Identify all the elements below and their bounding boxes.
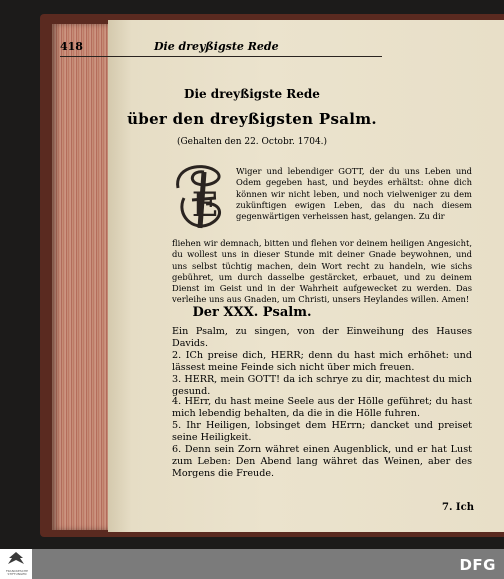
sermon-title: Die dreyßigste Rede [184, 87, 320, 101]
psalm-heading: Der XXX. Psalm. [192, 305, 312, 320]
eagle-icon [0, 549, 32, 569]
page-number: 418 [60, 40, 83, 53]
sermon-subtitle: über den dreyßigsten Psalm. [127, 110, 377, 128]
institution-logo[interactable] [0, 549, 32, 579]
psalm-verse: 3. HERR, mein GOTT! da ich schrye zu dir, machtest du mich gesund. [172, 374, 472, 397]
psalm-verse: 6. Denn sein Zorn währet einen Augenblick, und er hat Lust zum Leben: Den Abend lang währet das Weinen, aber des Morgens die Freude. [172, 444, 472, 479]
catchword: 7. Ich [442, 502, 474, 513]
psalm-verse: 2. ICh preise dich, HERR; denn du hast mich erhöhet: und lässest meine Feinde sich nicht über mich freuen. [172, 350, 472, 373]
psalm-verse: 4. HErr, du hast meine Seele aus der Hölle geführet; du hast mich lebendig behalten, da die in die Hölle fuhren. [172, 396, 472, 419]
sermon-dateline: (Gehalten den 22. Octobr. 1704.) [176, 137, 328, 147]
viewer-footer [0, 549, 504, 579]
psalm-verse: Ein Psalm, zu singen, von der Einweihung des Hauses Davids. [172, 326, 472, 349]
prayer-paragraph-top: Wiger und lebendiger GOTT, der du uns Leben und Odem gegeben hast, und beydes erhältst: ohne dich können wir nicht leben, und noch vielweniger zu dem zukünftigen ewigen Leben, das du nach diesem gegenwärtigen verheissen hast, gelangen. Zu dir [236, 166, 472, 222]
initial-letter: E [192, 185, 218, 225]
prayer-paragraph-bottom: fliehen wir demnach, bitten und flehen vor deinem heiligen Angesicht, du wollest uns in dieser Stunde mit deiner Gnade beywohnen, und uns selbst tüchtig machen, dein Wort recht zu handeln, wie sichs gebühret, um durch dasselbe gestärcket, erbauet, und zu deinem Dienst im Geist und in der Wahrheit aufgewecket zu werden. Das verleihe uns aus Gnaden, um Christi, unsers Heylandes willen. Amen! [172, 238, 472, 305]
dfg-logo[interactable]: DFG [459, 556, 496, 574]
psalm-verse: 5. Ihr Heiligen, lobsinget dem HErrn; dancket und preiset seine Heiligkeit. [172, 420, 472, 443]
decorated-initial [170, 158, 234, 236]
running-head: Die dreyßigste Rede [154, 40, 279, 53]
page-header [60, 40, 382, 57]
logo-caption: FRANCKESCHE STIFTUNGEN [5, 569, 29, 576]
